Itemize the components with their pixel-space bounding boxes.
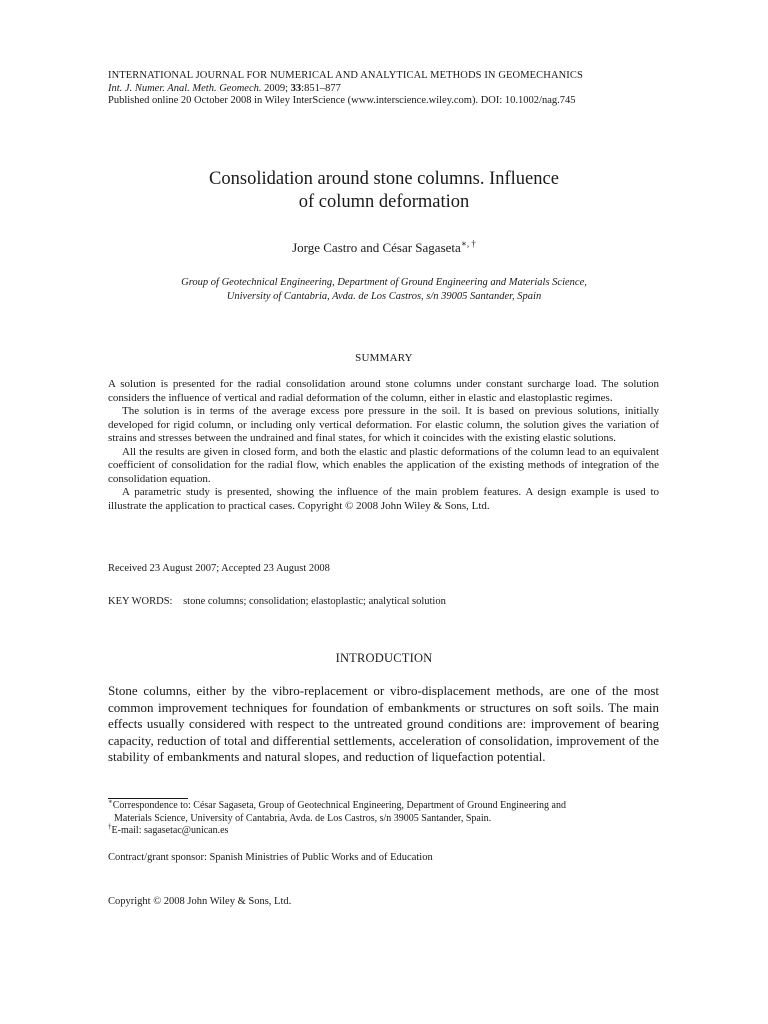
email-mark: † [108, 822, 112, 831]
citation-pages: :851–877 [301, 82, 341, 94]
summary-paragraph: A parametric study is presented, showing the influence of the main problem features. A design example is used to illustrate the application to practical cases. Copyright © 2008 John Wiley & Sons, Ltd. [108, 486, 659, 512]
paper-title [0, 168, 768, 214]
introduction-heading: INTRODUCTION [335, 651, 433, 665]
journal-name: INTERNATIONAL JOURNAL FOR NUMERICAL AND ANALYTICAL METHODS IN GEOMECHANICS [108, 70, 583, 81]
affiliation-line-2: University of Cantabria, Avda. de Los Castros, s/n 39005 Santander, Spain [226, 290, 542, 302]
correspondence-text-1: Correspondence to: César Sagaseta, Group of Geotechnical Engineering, Department of Ground Engineering and [112, 800, 566, 811]
author-names: Jorge Castro and César Sagaseta [292, 240, 461, 255]
citation-journal: Int. J. Numer. Anal. Meth. Geomech. [108, 82, 262, 94]
affiliation-line-1: Group of Geotechnical Engineering, Department of Ground Engineering and Materials Science, [181, 277, 587, 288]
keywords [108, 596, 446, 607]
correspondence-continuation: Materials Science, University of Cantabria, Avda. de Los Castros, s/n 39005 Santander, Spain. [114, 812, 492, 824]
grant-sponsor: Contract/grant sponsor: Spanish Ministries of Public Works and of Education [108, 852, 433, 863]
summary-paragraph: The solution is in terms of the average excess pore pressure in the soil. It is based on previous solutions, initially developed for rigid column, or including only vertical deformation. For elastic column, the solution gives the variation of strains and stresses between the undrained and final states, for which it coincides with the existing elastic solutions. [108, 405, 659, 444]
summary-paragraph: A solution is presented for the radial consolidation around stone columns under constant surcharge load. The solution considers the influence of vertical and radial deformation of the column, either in elastic and elastoplastic regimes. [108, 378, 659, 404]
email-label: E-mail: [111, 825, 144, 836]
citation-year: 2009; [264, 82, 289, 94]
email-address: sagasetac@unican.es [144, 825, 229, 836]
summary-paragraph: All the results are given in closed form, and both the elastic and plastic deformations of the column lead to an equivalent coefficient of consolidation for the radial flow, which enables the application of the existing methods of integration of the consolidation equation. [108, 445, 659, 485]
received-dates: Received 23 August 2007; Accepted 23 August 2008 [108, 563, 330, 574]
journal-header [108, 70, 668, 108]
summary-heading: SUMMARY [355, 352, 413, 364]
email-footnote [108, 822, 659, 838]
author-list [0, 240, 768, 256]
introduction-body [108, 683, 659, 766]
author-footnote-marks: ∗, † [460, 238, 476, 249]
citation-volume: 33 [290, 82, 302, 94]
keywords-label: KEY WORDS: [108, 596, 173, 607]
footnote-divider [108, 798, 188, 799]
summary-body [108, 378, 659, 513]
keywords-text: stone columns; consolidation; elastoplastic; analytical solution [183, 596, 446, 607]
correspondence-footnote [108, 797, 659, 813]
title-line-2: of column deformation [298, 192, 470, 212]
footnotes [108, 797, 659, 838]
published-line: Published online 20 October 2008 in Wiley InterScience (www.interscience.wiley.com). DOI: 10.1002/nag.745 [108, 95, 576, 106]
title-line-1: Consolidation around stone columns. Influence [209, 169, 559, 189]
copyright-notice: Copyright © 2008 John Wiley & Sons, Ltd. [108, 896, 292, 907]
introduction-paragraph: Stone columns, either by the vibro-replacement or vibro-displacement methods, are one of the most common improvement techniques for foundation of embankments or structures on soft soils. The main effects usually considered with respect to the untreated ground conditions are: improvement of bearing capacity, reduction of total and differential settlements, acceleration of consolidation, improvement of the stability of embankments and natural slopes, and reduction of liquefaction potential. [108, 683, 659, 764]
citation-line [108, 83, 668, 96]
correspondence-mark: ∗ [108, 797, 113, 806]
affiliation [0, 276, 768, 303]
